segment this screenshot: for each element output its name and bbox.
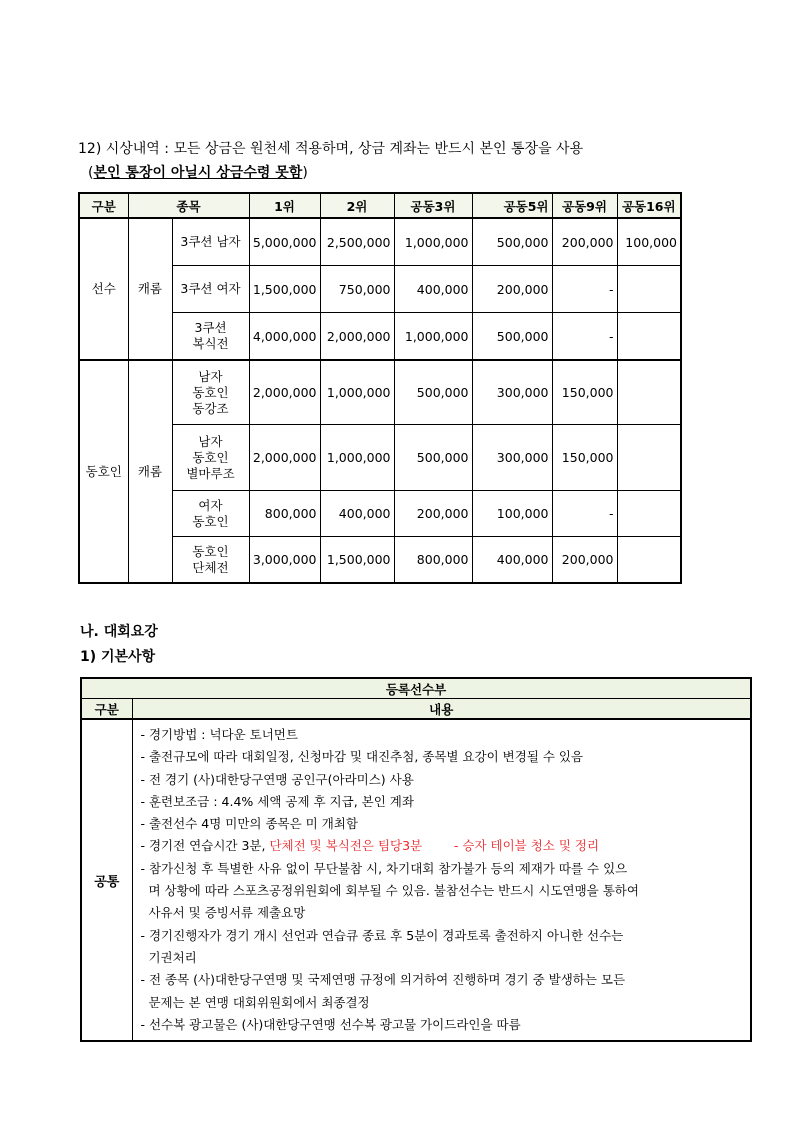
list-item-text: - 경기전 연습시간 3분, [140, 838, 270, 854]
prize-cell: 300,000 [472, 360, 552, 425]
list-item-highlight: 단체전 및 복식전은 팀당3분 - 승자 테이블 청소 및 정리 [269, 838, 600, 854]
table-row [79, 218, 681, 266]
prize-cell: 1,000,000 [394, 313, 472, 361]
prize-cell: 750,000 [320, 266, 394, 313]
event-cell: 남자 동호인 동강조 [172, 360, 249, 425]
list-item: - 전 경기 (사)대한당구연맹 공인구(아라미스) 사용 [140, 771, 414, 787]
paren-close: ) [302, 165, 308, 181]
prize-cell: 400,000 [320, 491, 394, 537]
table-row [79, 360, 681, 425]
prize-cell: 2,500,000 [320, 218, 394, 266]
section-title-na: 나. 대회요강 [80, 624, 158, 640]
prize-cell: 150,000 [552, 425, 617, 491]
prize-cell: 500,000 [394, 425, 472, 491]
basic-title-row [81, 678, 751, 699]
list-item: 기권처리 [140, 949, 197, 965]
header-2nd: 2위 [320, 193, 394, 218]
header-division: 구분 [81, 699, 132, 720]
list-item: - 출전규모에 따라 대회일정, 신청마감 및 대진추첨, 종목별 요강이 변경될 수 있음 [140, 749, 584, 765]
prize-cell: 3,000,000 [249, 537, 320, 584]
prize-cell: - [552, 266, 617, 313]
prize-cell: 200,000 [552, 218, 617, 266]
header-event: 종목 [128, 193, 249, 218]
prize-cell: 2,000,000 [249, 360, 320, 425]
category-cell: 캐롬 [128, 360, 172, 583]
section-title-basic: 1) 기본사항 [80, 649, 156, 665]
prize-cell: 1,500,000 [249, 266, 320, 313]
header-9th: 공동9위 [552, 193, 617, 218]
prize-cell: 100,000 [617, 218, 681, 266]
warning-emphasis: 본인 통장이 아닐시 상금수령 못함 [93, 165, 303, 181]
prize-cell: 800,000 [394, 537, 472, 584]
prize-cell [617, 266, 681, 313]
prize-cell: 1,500,000 [320, 537, 394, 584]
prize-cell [617, 425, 681, 491]
prize-cell: 400,000 [472, 537, 552, 584]
header-1st: 1위 [249, 193, 320, 218]
section-12-line1: 12) 시상내역 : 모든 상금은 원천세 적용하며, 상금 계좌는 반드시 본인 통장을 사용 [78, 141, 584, 157]
list-item: 사유서 및 증빙서류 제출요망 [140, 905, 306, 921]
paren-open: ( [88, 165, 94, 181]
prize-cell: 100,000 [472, 491, 552, 537]
prize-cell: 200,000 [472, 266, 552, 313]
prize-cell: 800,000 [249, 491, 320, 537]
list-item: 문제는 본 연맹 대회위원회에서 최종결정 [140, 994, 370, 1010]
prize-cell: 1,000,000 [320, 360, 394, 425]
event-cell: 3쿠션 여자 [172, 266, 249, 313]
prize-cell: 5,000,000 [249, 218, 320, 266]
prize-cell [617, 360, 681, 425]
event-cell: 동호인 단체전 [172, 537, 249, 584]
list-item: - 훈련보조금 : 4.4% 세액 공제 후 지급, 본인 계좌 [140, 793, 414, 809]
event-cell: 3쿠션 남자 [172, 218, 249, 266]
list-item [141, 835, 745, 857]
prize-cell: 500,000 [394, 360, 472, 425]
list-item: - 출전선수 4명 미만의 종목은 미 개최함 [140, 816, 358, 832]
prize-cell: 500,000 [472, 218, 552, 266]
header-3rd: 공동3위 [394, 193, 472, 218]
basic-common-row [81, 719, 751, 1041]
prize-cell: 500,000 [472, 313, 552, 361]
prize-header-row [79, 193, 681, 218]
section-12-line2 [88, 162, 308, 182]
prize-cell [617, 491, 681, 537]
prize-cell: - [552, 491, 617, 537]
basic-table-title: 등록선수부 [81, 678, 751, 699]
event-cell: 남자 동호인 별마루조 [172, 425, 249, 491]
basic-info-table [80, 677, 752, 1042]
list-item: - 참가신청 후 특별한 사유 없이 무단불참 시, 차기대회 참가불가 등의 제재가 따를 수 있으 [140, 860, 628, 876]
prize-cell: 2,000,000 [320, 313, 394, 361]
prize-cell [617, 537, 681, 584]
prize-table [78, 192, 682, 584]
prize-cell: 4,000,000 [249, 313, 320, 361]
prize-cell: 2,000,000 [249, 425, 320, 491]
event-cell: 3쿠션 복식전 [172, 313, 249, 361]
prize-cell: 1,000,000 [320, 425, 394, 491]
basic-header-row [81, 699, 751, 720]
list-item: - 경기진행자가 경기 개시 선언과 연습큐 종료 후 5분이 경과토록 출전하지 아니한 선수는 [140, 927, 624, 943]
division-cell: 동호인 [79, 360, 128, 583]
list-item: - 경기방법 : 넉다운 토너먼트 [140, 727, 298, 742]
common-content [132, 719, 751, 1041]
header-content: 내용 [132, 699, 751, 720]
header-16th: 공동16위 [617, 193, 681, 218]
common-label: 공통 [81, 719, 132, 1041]
prize-cell: 400,000 [394, 266, 472, 313]
category-cell: 캐롬 [128, 218, 172, 360]
prize-cell [617, 313, 681, 361]
header-5th: 공동5위 [472, 193, 552, 218]
prize-cell: 300,000 [472, 425, 552, 491]
division-cell: 선수 [79, 218, 128, 360]
prize-cell: - [552, 313, 617, 361]
prize-cell: 1,000,000 [394, 218, 472, 266]
prize-cell: 200,000 [552, 537, 617, 584]
prize-cell: 200,000 [394, 491, 472, 537]
list-item: - 선수복 광고물은 (사)대한당구연맹 선수복 광고물 가이드라인을 따름 [140, 1016, 521, 1032]
list-item: - 전 종목 (사)대한당구연맹 및 국제연맹 규정에 의거하여 진행하며 경기 중 발생하는 모든 [140, 972, 626, 988]
list-item: 며 상황에 따라 스포츠공정위원회에 회부될 수 있음. 불참선수는 반드시 시도연맹을 통하여 [140, 883, 639, 899]
header-division: 구분 [79, 193, 128, 218]
event-cell: 여자 동호인 [172, 491, 249, 537]
prize-cell: 150,000 [552, 360, 617, 425]
